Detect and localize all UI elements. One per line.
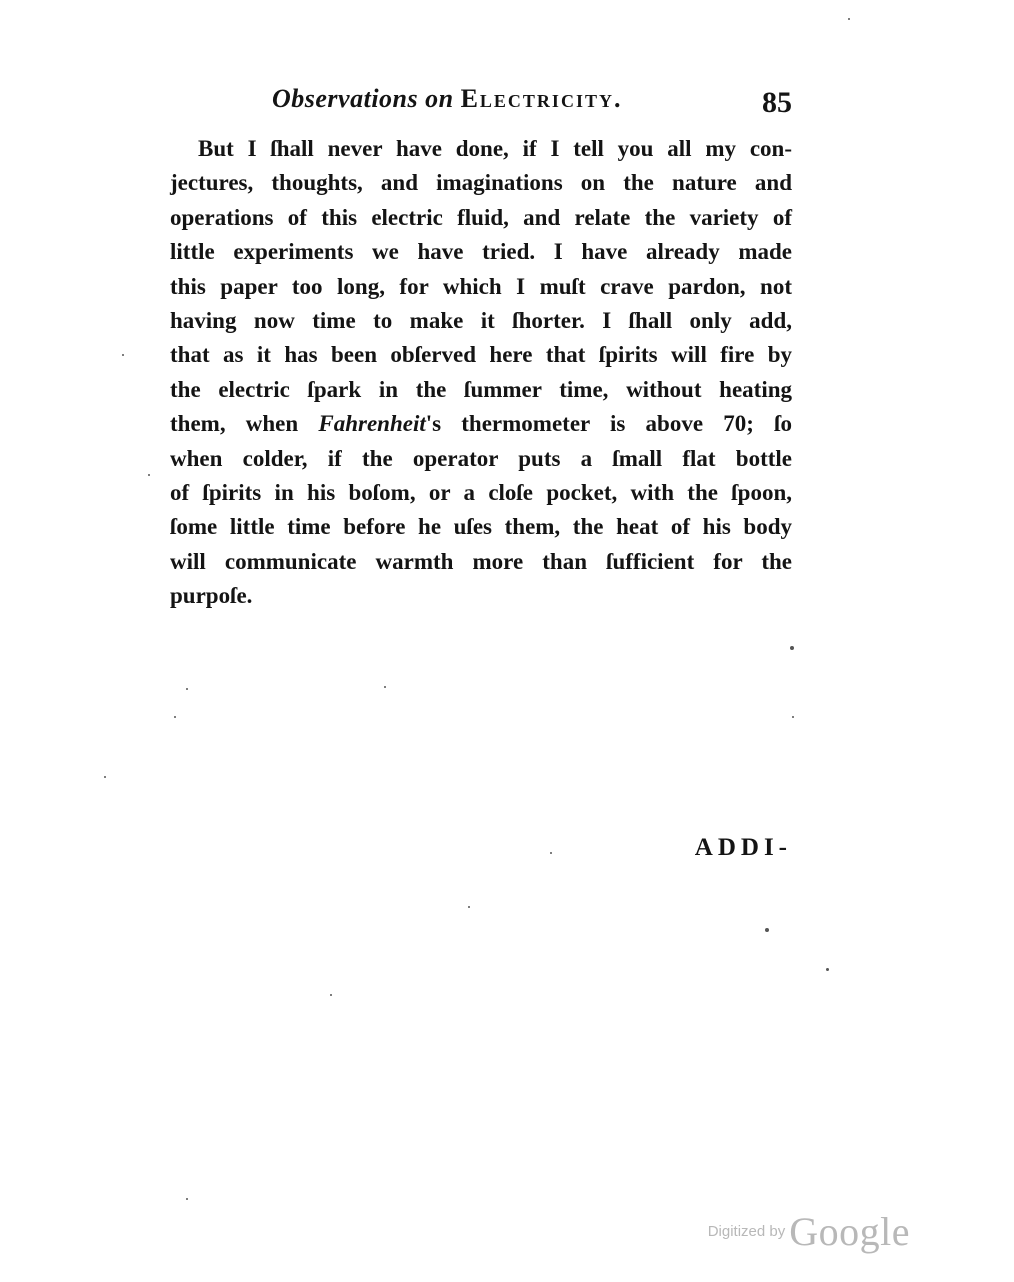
running-title bbox=[272, 84, 622, 114]
scan-speck bbox=[104, 776, 106, 778]
scan-speck bbox=[792, 716, 794, 718]
text-line: little experiments we have tried. I have already made bbox=[170, 239, 792, 265]
text-line: purpoſe. bbox=[170, 583, 253, 609]
text-line: But I ſhall never have done, if I tell you all my con- bbox=[198, 136, 792, 161]
text-line: will communicate warmth more than ſufficient for the bbox=[170, 548, 792, 574]
watermark-brand: Google bbox=[789, 1209, 910, 1254]
scan-speck bbox=[122, 354, 124, 356]
digitized-watermark bbox=[708, 1208, 910, 1255]
text-line: this paper too long, for which I muſt crave pardon, not bbox=[170, 273, 792, 299]
scan-speck bbox=[826, 968, 829, 971]
running-title-caps: Electricity. bbox=[460, 84, 623, 113]
text-fragment: them, when bbox=[170, 411, 319, 437]
scan-speck bbox=[848, 18, 850, 20]
scan-speck bbox=[186, 688, 188, 690]
text-line: operations of this electric fluid, and relate the variety of bbox=[170, 204, 792, 230]
watermark-prefix: Digitized by bbox=[707, 1223, 786, 1240]
text-line: that as it has been obſerved here that ſpirits will fire by bbox=[170, 342, 792, 368]
catchword: ADDI- bbox=[694, 834, 792, 861]
scan-speck bbox=[148, 474, 150, 476]
text-line: the electric ſpark in the ſummer time, without heating bbox=[170, 376, 792, 402]
running-head bbox=[272, 84, 792, 124]
scan-speck bbox=[186, 1198, 188, 1200]
scan-speck bbox=[790, 646, 794, 650]
scan-speck bbox=[550, 852, 552, 854]
text-fragment-italic: Fahrenheit bbox=[318, 411, 426, 437]
text-line: jectures, thoughts, and imaginations on the nature and bbox=[170, 170, 792, 196]
scan-speck bbox=[468, 906, 470, 908]
text-line bbox=[170, 407, 792, 441]
body-paragraph bbox=[170, 132, 792, 613]
running-title-italic: Observations on bbox=[272, 84, 454, 113]
text-line: ſome little time before he uſes them, the heat of his body bbox=[170, 514, 792, 540]
scan-speck bbox=[765, 928, 769, 932]
scan-speck bbox=[174, 716, 176, 718]
text-line: having now time to make it ſhorter. I ſhall only add, bbox=[170, 307, 792, 333]
text-line: of ſpirits in his boſom, or a cloſe pocket, with the ſpoon, bbox=[170, 479, 792, 505]
text-line: when colder, if the operator puts a ſmall flat bottle bbox=[170, 445, 792, 471]
text-fragment: 's thermometer is above 70; ſo bbox=[425, 411, 792, 437]
scan-speck bbox=[384, 686, 386, 688]
page-number: 85 bbox=[762, 86, 792, 119]
scan-speck bbox=[330, 994, 332, 996]
